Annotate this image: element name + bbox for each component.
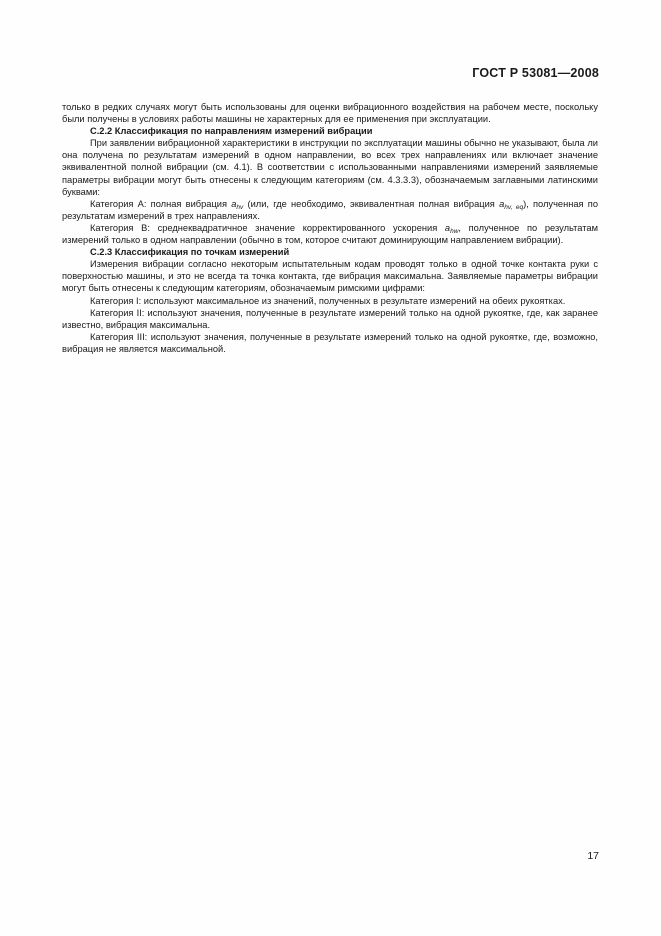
section-c23-paragraph: Измерения вибрации согласно некоторым испытательным кодам проводят только в одной точке контакта руки с поверхностью машины, и это не всегда та точка контакта, где вибрация максимальна. Заявляемые параметры вибрации могут быть отнесены к следующим категориям, обозначаемым римскими цифрами: [62, 259, 598, 294]
symbol-a-hw: a [444, 222, 451, 233]
page-number: 17 [587, 850, 599, 862]
intro-paragraph: только в редких случаях могут быть использованы для оценки вибрационного воздействия на рабочем месте, поскольку были получены в условиях работы машины не характерных для ее применения при эксплуатации. [62, 102, 598, 125]
subscript-hw: hw [450, 227, 459, 235]
category-3-paragraph: Категория III: используют значения, полученные в результате измерений только на одной рукоятке, где, возможно, вибрация не является максимальной. [62, 331, 598, 354]
category-a-text-2: (или, где необходимо, эквивалентная полная вибрация [243, 198, 500, 209]
category-1-paragraph: Категория I: используют максимальное из значений, полученных в результате измерений на обеих рукоятках. [90, 295, 566, 306]
category-b-text-2: , полученное по результатам измерений только в одном направлении (обычно в том, которое считают доминирующим направлением вибрации). [62, 222, 598, 246]
document-header: ГОСТ Р 53081—2008 [472, 66, 599, 80]
category-b-paragraph [62, 222, 598, 246]
category-a-paragraph [62, 198, 598, 222]
symbol-a-hv: a [231, 198, 237, 209]
section-heading-c23: С.2.3 Классификация по точкам измерений [90, 247, 290, 258]
section-c22-paragraph: При заявлении вибрационной характеристики в инструкции по эксплуатации машины обычно не указывают, была ли она получена по результатам измерений в одном направлении, во всех трех направлениях или включает значение эквивалентной полной вибрации (см. 4.1). В соответствии с использованными направлениями измерений заявляемые параметры вибрации могут быть отнесены к следующим категориям (см. 4.3.3.3), обозначаемым заглавными латинскими буквами: [62, 138, 598, 197]
category-a-text-3: ), полученная по результатам измерений в трех направлениях. [62, 198, 598, 221]
document-body [62, 101, 598, 355]
category-b-text-1: Категория В: среднеквадратичное значение корректированного ускорения [90, 222, 445, 233]
symbol-a-hv-eq: a [499, 198, 505, 209]
category-2-paragraph: Категория II: используют значения, полученные в результате измерений только на одной рукоятке, где, как заранее известно, вибрация максимальна. [62, 307, 598, 330]
category-a-text-1: Категория А: полная вибрация [90, 198, 232, 209]
subscript-hv: hv [236, 203, 244, 211]
subscript-hv-eq: hv, eq [504, 203, 524, 211]
section-heading-c22: С.2.2 Классификация по направлениям измерений вибрации [90, 126, 373, 137]
